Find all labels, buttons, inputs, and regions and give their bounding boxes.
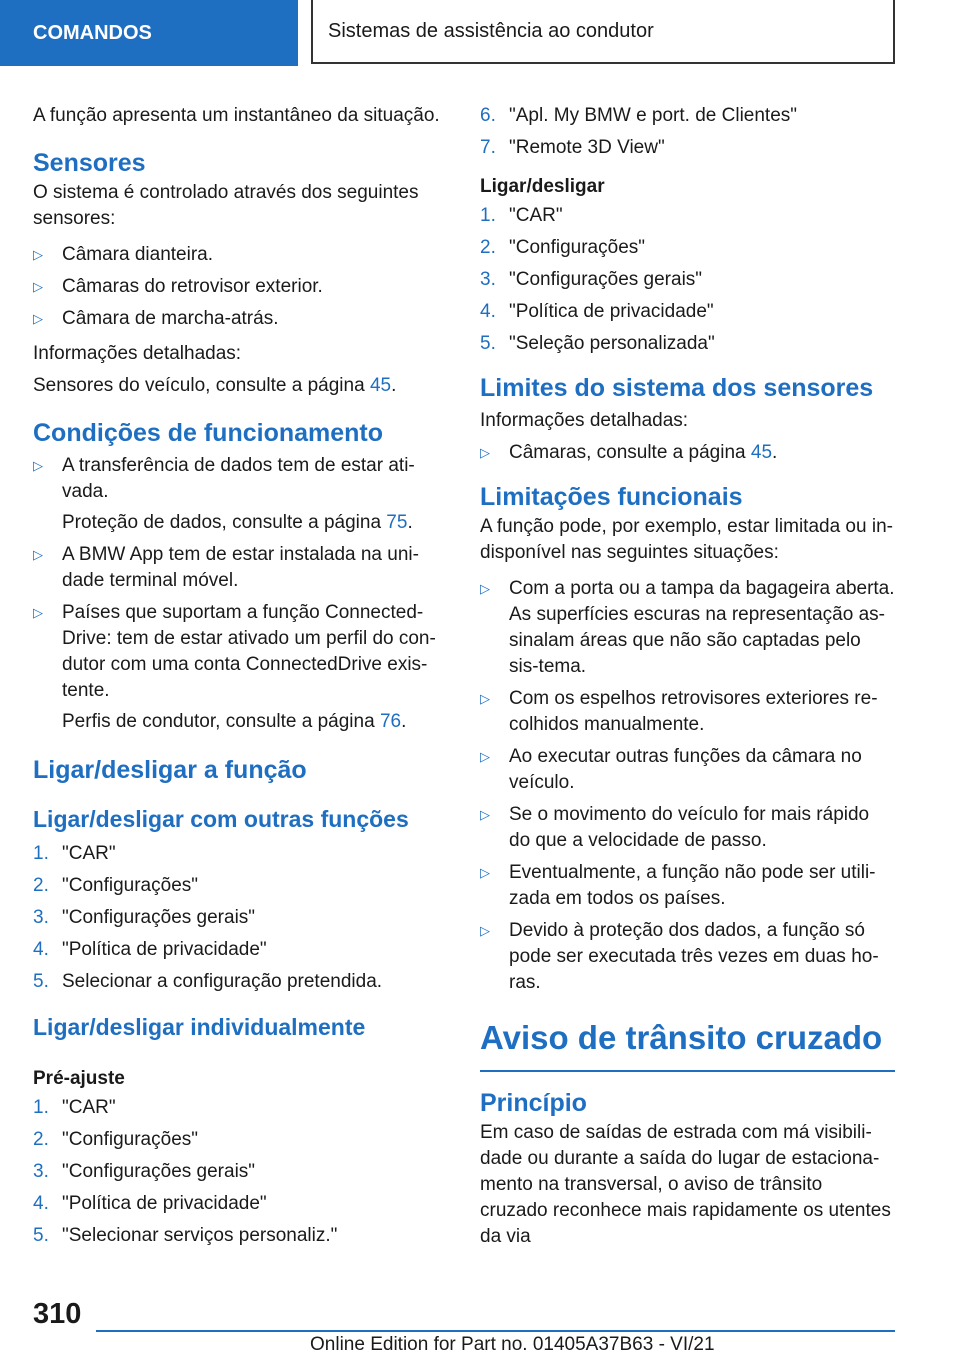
list-item: ▷ Países que suportam a função Connected-Drive: tem de estar ativado um perfil do con-dutor com uma conta ConnectedDrive exis-tente. Perfis de condutor, consulte a página 76.: [33, 602, 436, 732]
bullet-icon: ▷: [480, 581, 490, 596]
sensores-ref: Sensores do veículo, consulte a página 45.: [33, 375, 397, 396]
list-item: 2. "Configurações": [480, 237, 646, 258]
limites-info: Informações detalhadas:: [480, 410, 689, 431]
list-item: 3. "Configurações gerais": [480, 269, 703, 290]
bullet-icon: ▷: [480, 865, 490, 880]
bullet-icon: ▷: [480, 749, 490, 764]
list-item: 5. "Selecionar serviços personaliz.": [33, 1225, 338, 1246]
list-item: 6. "Apl. My BMW e port. de Clientes": [480, 105, 798, 126]
list-item: 1. "CAR": [480, 205, 563, 226]
page-link[interactable]: 75: [386, 512, 408, 533]
heading-individualmente: Ligar/desligar individualmente: [33, 1014, 366, 1040]
ligar-steps: [480, 203, 895, 357]
list-item: 5. "Seleção personalizada": [480, 333, 715, 354]
limitacoes-text: A função pode, por exemplo, estar limitada ou in-disponível nas seguintes situações:: [480, 516, 893, 563]
list-item: ▷ Câmaras do retrovisor exterior.: [33, 274, 451, 300]
heading-preajuste: Pré-ajuste: [33, 1068, 125, 1089]
heading-aviso-transito: Aviso de trânsito cruzado: [480, 1016, 895, 1072]
list-item: ▷ A transferência de dados tem de estar ati-vada. Proteção de dados, consulte a página 75.: [33, 455, 415, 533]
list-item: 1. "CAR": [33, 843, 116, 864]
list-item: 4. "Política de privacidade": [480, 301, 714, 322]
footer-rule: [96, 1330, 895, 1332]
bullet-icon: ▷: [33, 605, 43, 620]
bullet-icon: ▷: [480, 445, 490, 460]
heading-limitacoes: Limitações funcionais: [480, 483, 743, 511]
page-number: 310: [33, 1298, 82, 1330]
heading-sensores: Sensores: [33, 149, 146, 177]
footer-edition: Online Edition for Part no. 01405A37B63 - VI/21: [310, 1334, 715, 1355]
page-link[interactable]: 45: [369, 375, 392, 396]
page-link[interactable]: 76: [379, 711, 402, 732]
bullet-icon: ▷: [33, 279, 43, 294]
list-item: 3. "Configurações gerais": [33, 1161, 256, 1182]
intro-text: A função apresenta um instantâneo da situação.: [33, 105, 440, 126]
sensores-info: Informações detalhadas:: [33, 343, 242, 364]
page-link[interactable]: 45: [750, 442, 773, 463]
list-item: 5. Selecionar a configuração pretendida.: [33, 971, 383, 992]
bullet-icon: ▷: [33, 547, 43, 562]
bullet-icon: ▷: [480, 923, 490, 938]
list-item: ▷ Se o movimento do veículo for mais rápido do que a velocidade de passo.: [480, 804, 870, 851]
sensores-text: O sistema é controlado através dos seguintes sensores:: [33, 182, 419, 229]
left-column: [33, 100, 451, 1255]
heading-condicoes: Condições de funcionamento: [33, 419, 384, 447]
condicoes-list: [33, 453, 451, 735]
outras-steps: [33, 841, 451, 995]
limitacoes-list: [480, 576, 895, 996]
list-item: ▷ Eventualmente, a função não pode ser utili-zada em todos os países.: [480, 862, 876, 909]
list-item: ▷ Com a porta ou a tampa da bagageira aberta. As superfícies escuras na representação as-sinalam áreas que não são captadas pelo sis-tema.: [480, 578, 895, 677]
heading-principio: Princípio: [480, 1089, 587, 1117]
preajuste-steps: [33, 1095, 451, 1249]
subsection-title: Sistemas de assistência ao condutor: [311, 0, 895, 64]
list-item: 4. "Política de privacidade": [33, 1193, 267, 1214]
page-header: [0, 0, 960, 66]
list-item: 4. "Política de privacidade": [33, 939, 267, 960]
sensores-list: [33, 242, 451, 332]
principio-text: Em caso de saídas de estrada com má visibili-dade ou durante a saída do lugar de estaciona-mento na transversal, o aviso de trânsito cruzado reconhece mais rapidamente os utentes da via: [480, 1122, 891, 1247]
list-item: 2. "Configurações": [33, 875, 199, 896]
list-item: ▷ Câmaras, consulte a página 45.: [480, 440, 895, 466]
list-item: ▷ Devido à proteção dos dados, a função só pode ser executada três vezes em duas ho-ras.: [480, 920, 879, 993]
list-item: ▷ Câmara dianteira.: [33, 242, 451, 268]
bullet-icon: ▷: [480, 691, 490, 706]
continued-steps: [480, 103, 895, 161]
right-column: [480, 100, 895, 1250]
heading-outras-funcoes: Ligar/desligar com outras funções: [33, 806, 409, 832]
section-tab[interactable]: COMANDOS: [0, 0, 298, 66]
bullet-icon: ▷: [33, 458, 43, 473]
list-item: 7. "Remote 3D View": [480, 137, 665, 158]
bullet-icon: ▷: [33, 247, 43, 262]
list-item: 1. "CAR": [33, 1097, 116, 1118]
list-item: ▷ Ao executar outras funções da câmara no veículo.: [480, 746, 862, 793]
heading-limites: Limites do sistema dos sensores: [480, 374, 874, 402]
bullet-icon: ▷: [33, 311, 43, 326]
heading-ligar-desligar: Ligar/desligar: [480, 176, 605, 197]
list-item: ▷ Câmara de marcha-atrás.: [33, 306, 451, 332]
heading-ligar: Ligar/desligar a função: [33, 756, 307, 784]
limites-list: [480, 440, 895, 466]
list-item: ▷ A BMW App tem de estar instalada na uni-dade terminal móvel.: [33, 544, 419, 591]
list-item: 2. "Configurações": [33, 1129, 199, 1150]
bullet-icon: ▷: [480, 807, 490, 822]
list-item: 3. "Configurações gerais": [33, 907, 256, 928]
list-item: ▷ Com os espelhos retrovisores exteriores re-colhidos manualmente.: [480, 688, 878, 735]
